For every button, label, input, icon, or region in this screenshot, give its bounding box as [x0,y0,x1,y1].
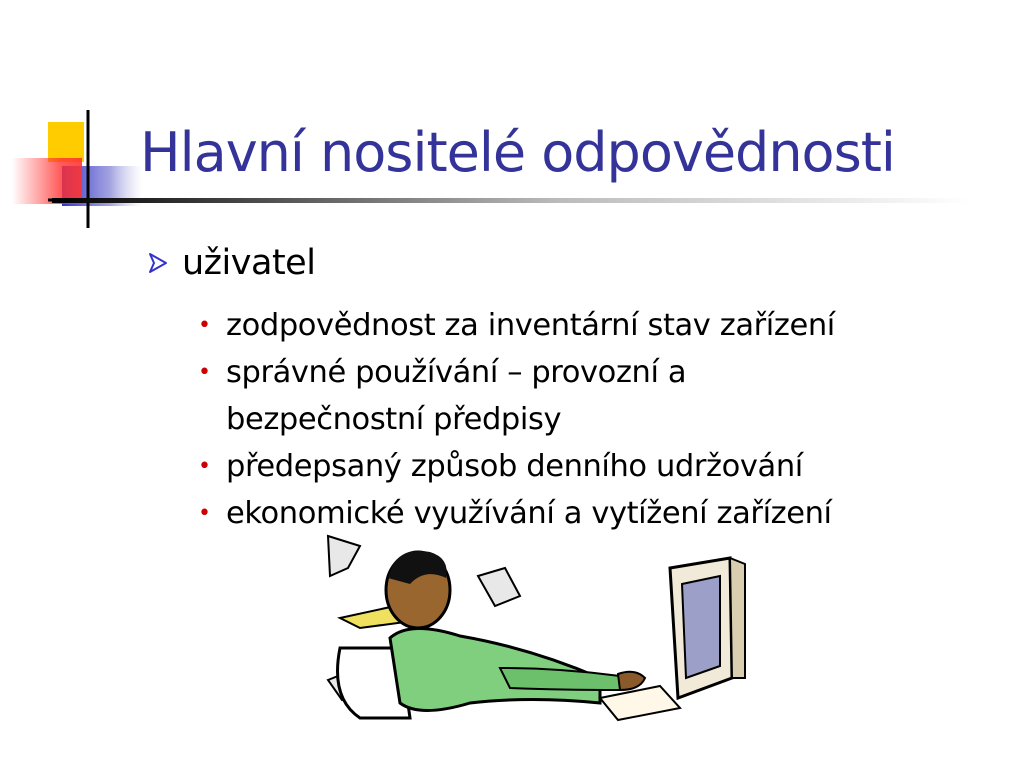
level1-bullet [146,240,315,286]
slide-title: Hlavní nositelé odpovědnosti [140,121,895,184]
list-item [196,443,996,490]
list-item-text: zodpovědnost za inventární stav zařízení [226,308,835,343]
title-divider [52,198,972,203]
man-at-computer-clipart [300,528,750,728]
bullet-dot-icon: • [198,360,211,385]
bullet-dot-icon: • [198,313,211,338]
list-item [196,349,996,443]
list-item-text: předepsaný způsob denního udržování [226,449,803,484]
sub-bullet-list [196,302,996,537]
list-item-text: správné používání – provozní a bezpečnostní předpisy [226,355,687,437]
bullet-dot-icon: • [198,501,211,526]
level1-text: uživatel [182,243,316,283]
bullet-dot-icon: • [198,454,211,479]
arrow-bullet-icon [146,251,170,275]
list-item-text: ekonomické využívání a vytížení zařízení [226,496,832,531]
list-item [196,302,996,349]
title-decoration-icon [0,100,150,240]
